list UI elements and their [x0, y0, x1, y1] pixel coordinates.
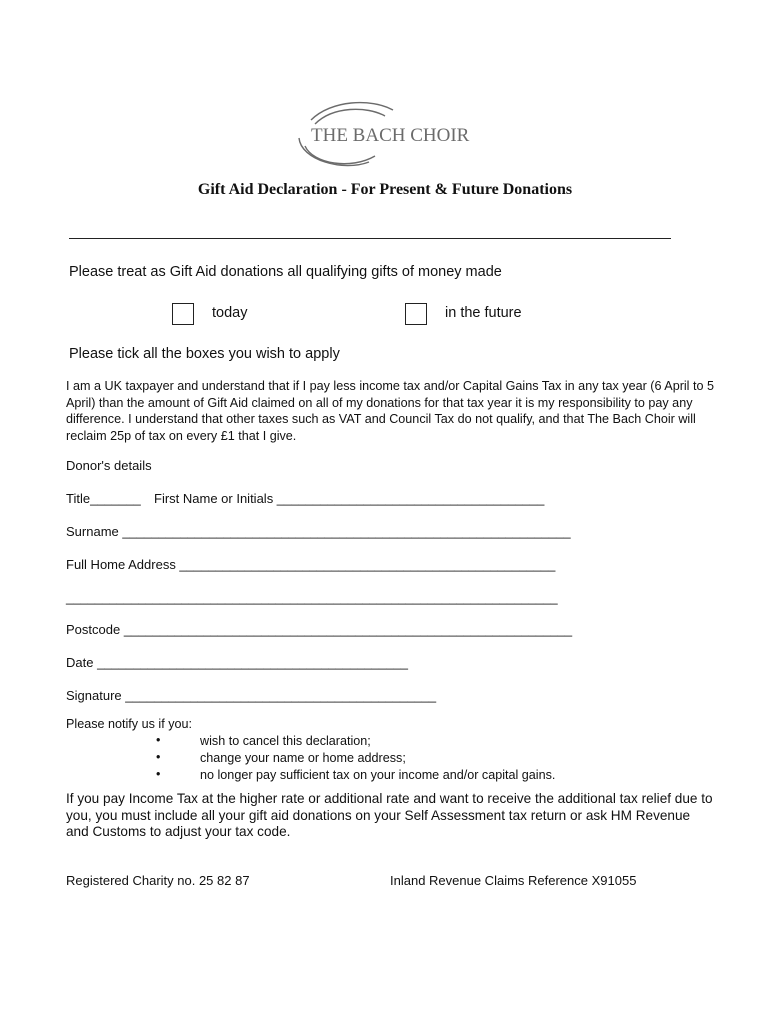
notify-item: change your name or home address; [200, 751, 406, 765]
first-name-field[interactable]: First Name or Initials _____________________________________ [154, 491, 545, 506]
bach-choir-logo [293, 98, 483, 170]
notify-item: no longer pay sufficient tax on your income and/or capital gains. [200, 768, 556, 782]
address-line-2[interactable]: ____________________________________________________________________ [66, 590, 558, 605]
address-field[interactable]: Full Home Address ____________________________________________________ [66, 557, 556, 572]
donor-details-heading: Donor's details [66, 458, 152, 473]
instruction-text: Please tick all the boxes you wish to apply [69, 346, 340, 362]
postcode-field[interactable]: Postcode ______________________________________________________________ [66, 622, 573, 637]
higher-rate-note: If you pay Income Tax at the higher rate or additional rate and want to receive the additional tax relief due to you, you must include all your gift aid donations on your Self Assessment tax return or ask HM Revenue and Customs to adjust your tax code. [66, 791, 713, 840]
claims-reference: Inland Revenue Claims Reference X91055 [390, 873, 637, 888]
surname-field[interactable]: Surname ______________________________________________________________ [66, 524, 571, 539]
charity-number: Registered Charity no. 25 82 87 [66, 873, 250, 888]
date-field[interactable]: Date ___________________________________________ [66, 655, 408, 670]
notify-item: wish to cancel this declaration; [200, 734, 371, 748]
signature-field[interactable]: Signature ___________________________________________ [66, 688, 437, 703]
declaration-text: I am a UK taxpayer and understand that if I pay less income tax and/or Capital Gains Tax in any tax year (6 April to 5 April) than the amount of Gift Aid claimed on all of my donations for that tax year it is my responsibility to pay any difference. I understand that other taxes such as VAT and Council Tax do not qualify, and that The Bach Choir will reclaim 25p of tax on every £1 that I give. [66, 379, 714, 443]
page-title: Gift Aid Declaration - For Present & Future Donations [197, 181, 573, 198]
bullet-icon: • [156, 750, 161, 764]
notify-heading: Please notify us if you: [66, 717, 193, 731]
future-label: in the future [445, 305, 522, 321]
header-divider [69, 238, 671, 239]
bullet-icon: • [156, 733, 161, 747]
future-checkbox[interactable] [405, 303, 427, 325]
intro-text: Please treat as Gift Aid donations all qualifying gifts of money made [69, 264, 502, 280]
today-label: today [212, 305, 248, 321]
title-field[interactable]: Title_______ [66, 491, 141, 506]
today-checkbox[interactable] [172, 303, 194, 325]
svg-text:THE BACH CHOIR: THE BACH CHOIR [311, 125, 470, 146]
bullet-icon: • [156, 767, 161, 781]
